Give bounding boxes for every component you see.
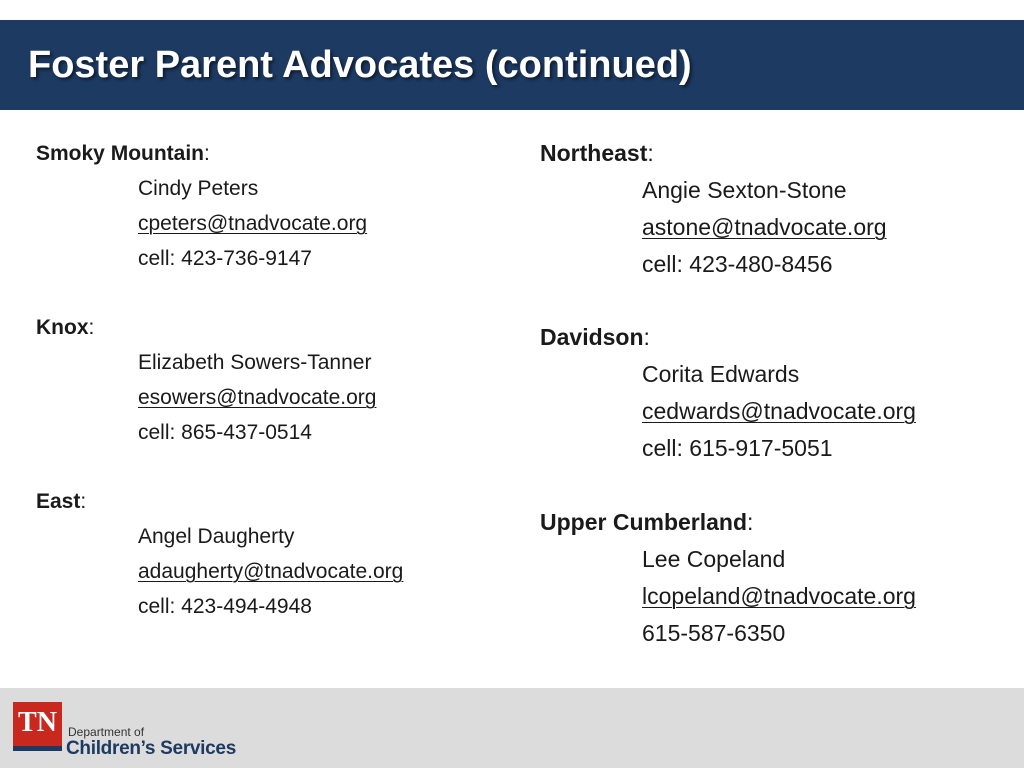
advocate-phone: cell: 865-437-0514 <box>138 421 312 444</box>
advocate-name: Angel Daugherty <box>138 525 295 548</box>
region-label: Davidson: <box>540 324 650 350</box>
advocate-phone: cell: 423-494-4948 <box>138 595 312 618</box>
advocate-email-link[interactable]: cedwards@tnadvocate.org <box>642 398 916 424</box>
region-block-davidson <box>540 319 916 467</box>
advocate-phone: cell: 615-917-5051 <box>642 435 833 461</box>
region-block-east <box>36 484 403 624</box>
advocate-email-row <box>36 380 376 415</box>
advocate-phone: cell: 423-480-8456 <box>642 251 833 277</box>
region-block-upper-cumberland <box>540 504 916 652</box>
region-block-smoky-mountain <box>36 136 367 276</box>
advocate-email-link[interactable]: cpeters@tnadvocate.org <box>138 212 368 235</box>
region-block-knox <box>36 310 376 450</box>
advocate-name: Cindy Peters <box>138 177 259 200</box>
advocate-email-link[interactable]: esowers@tnadvocate.org <box>138 386 377 409</box>
advocate-email-link[interactable]: adaugherty@tnadvocate.org <box>138 560 404 583</box>
advocate-email-link[interactable]: lcopeland@tnadvocate.org <box>642 583 916 609</box>
advocate-email-row <box>540 393 916 430</box>
advocate-email-row <box>540 578 916 615</box>
advocate-email-row <box>36 554 403 589</box>
region-block-northeast <box>540 135 887 283</box>
advocate-name: Corita Edwards <box>642 361 800 387</box>
advocate-email-link[interactable]: astone@tnadvocate.org <box>642 214 887 240</box>
tn-logo: TN <box>13 702 62 751</box>
region-label: Northeast: <box>540 140 654 166</box>
region-label: East: <box>36 490 87 513</box>
advocate-email-row <box>36 206 367 241</box>
advocate-phone: cell: 423-736-9147 <box>138 247 312 270</box>
department-name: Children’s Services <box>66 738 236 759</box>
advocate-name: Elizabeth Sowers-Tanner <box>138 351 372 374</box>
slide-title: Foster Parent Advocates (continued) <box>28 44 692 86</box>
advocate-name: Angie Sexton-Stone <box>642 177 847 203</box>
advocate-phone: 615-587-6350 <box>642 620 786 646</box>
advocate-email-row <box>540 209 887 246</box>
region-label: Smoky Mountain: <box>36 142 210 165</box>
department-label: Department of <box>68 725 145 739</box>
region-label: Knox: <box>36 316 95 339</box>
advocate-name: Lee Copeland <box>642 546 786 572</box>
region-label: Upper Cumberland: <box>540 509 754 535</box>
